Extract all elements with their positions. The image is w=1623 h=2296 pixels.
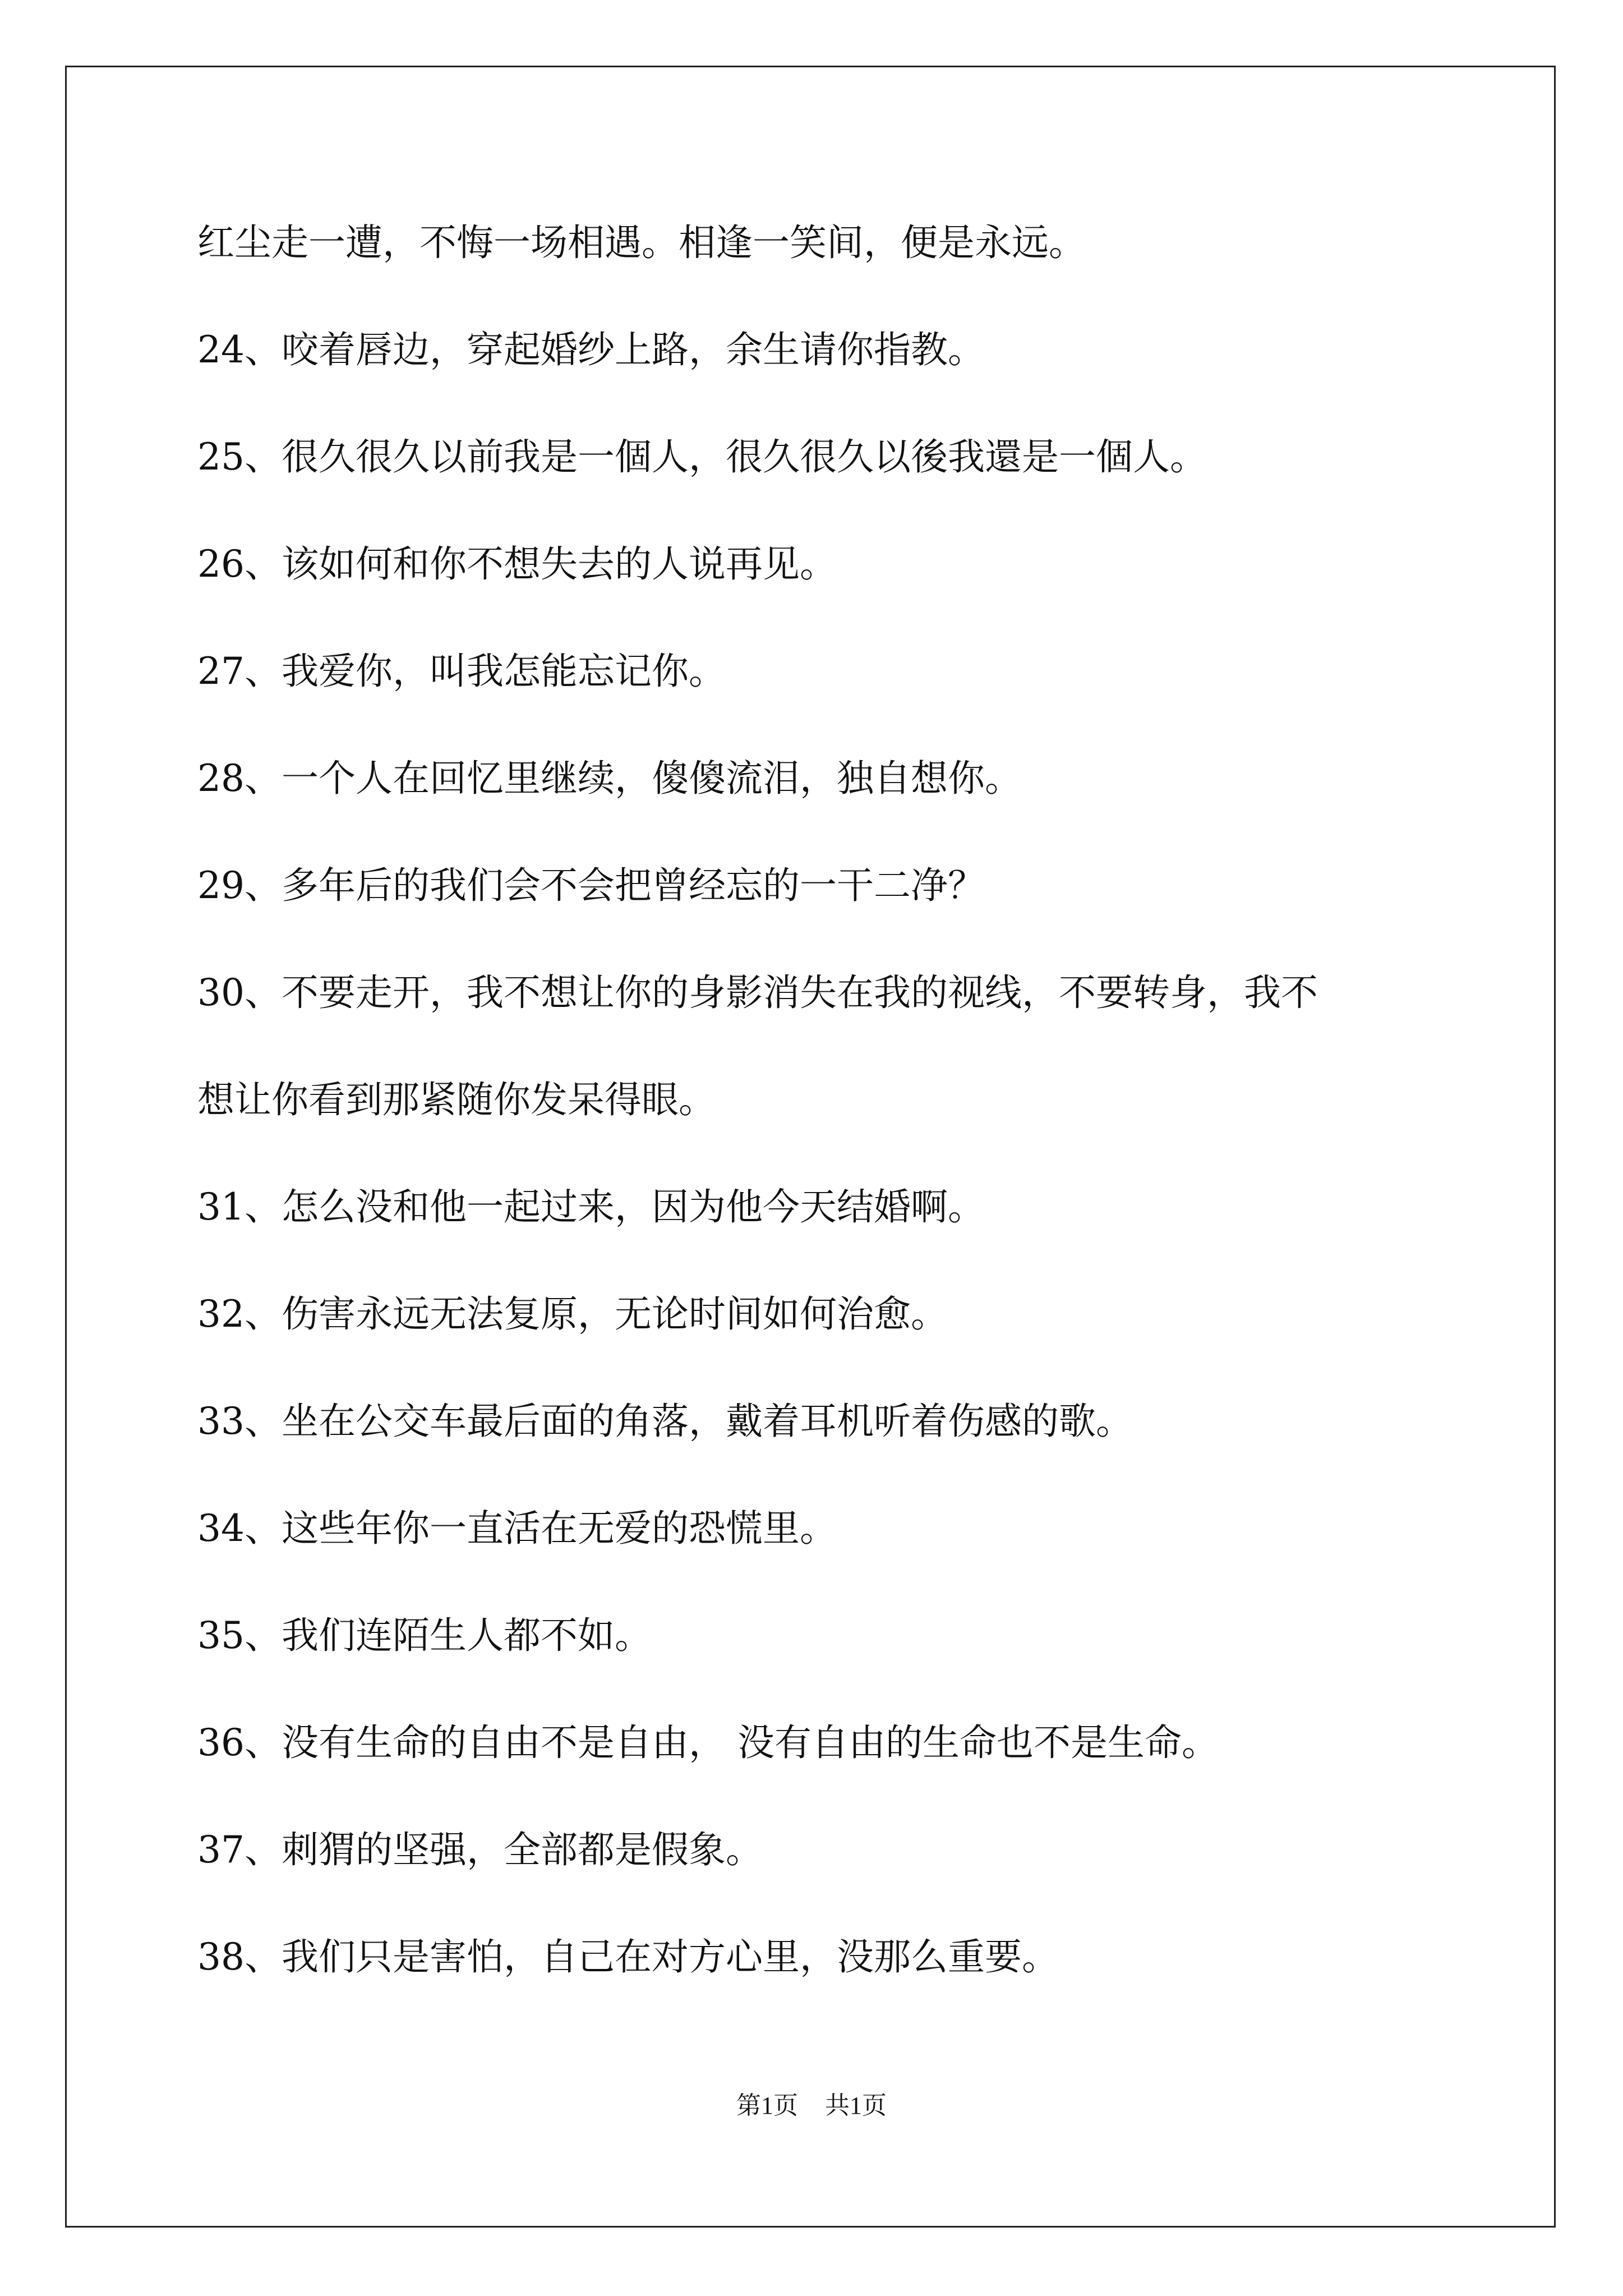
text-line: 26、该如何和你不想失去的人说再见。 <box>197 542 837 586</box>
text-line: 31、怎么没和他一起过来，因为他今天结婚啊。 <box>197 1185 985 1228</box>
page-number-total: 共1页 <box>825 2092 887 2119</box>
text-line: 29、多年后的我们会不会把曾经忘的一干二净？ <box>197 864 985 907</box>
text-line: 37、刺猬的坚强，全部都是假象。 <box>197 1828 763 1871</box>
text-line: 30、不要走开，我不想让你的身影消失在我的视线，不要转身，我不 <box>197 971 1318 1014</box>
text-line: 27、我爱你，叫我怎能忘记你。 <box>197 650 726 693</box>
text-line: 32、伤害永远无法复原，无论时间如何治愈。 <box>197 1292 948 1336</box>
text-line: 红尘走一遭，不悔一场相遇。相逢一笑间，便是永远。 <box>197 221 1086 264</box>
page-number-current: 第1页 <box>736 2092 798 2119</box>
text-line: 33、坐在公交车最后面的角落，戴着耳机听着伤感的歌。 <box>197 1400 1133 1443</box>
text-line: 24、咬着唇边，穿起婚纱上路，余生请你指教。 <box>197 328 985 371</box>
document-body <box>197 216 1465 2037</box>
text-line: 25、很久很久以前我是一個人，很久很久以後我還是一個人。 <box>197 435 1207 478</box>
text-line: 36、没有生命的自由不是自由， 没有自由的生命也不是生命。 <box>197 1721 1219 1764</box>
text-line: 28、一个人在回忆里继续，傻傻流泪，独自想你。 <box>197 757 1022 800</box>
text-line: 34、这些年你一直活在无爱的恐慌里。 <box>197 1507 837 1550</box>
page-footer <box>0 2089 1623 2123</box>
text-line: 想让你看到那紧随你发呆得眼。 <box>197 1078 716 1121</box>
text-line: 38、我们只是害怕，自己在对方心里，没那么重要。 <box>197 1935 1059 1978</box>
text-line: 35、我们连陌生人都不如。 <box>197 1614 652 1657</box>
